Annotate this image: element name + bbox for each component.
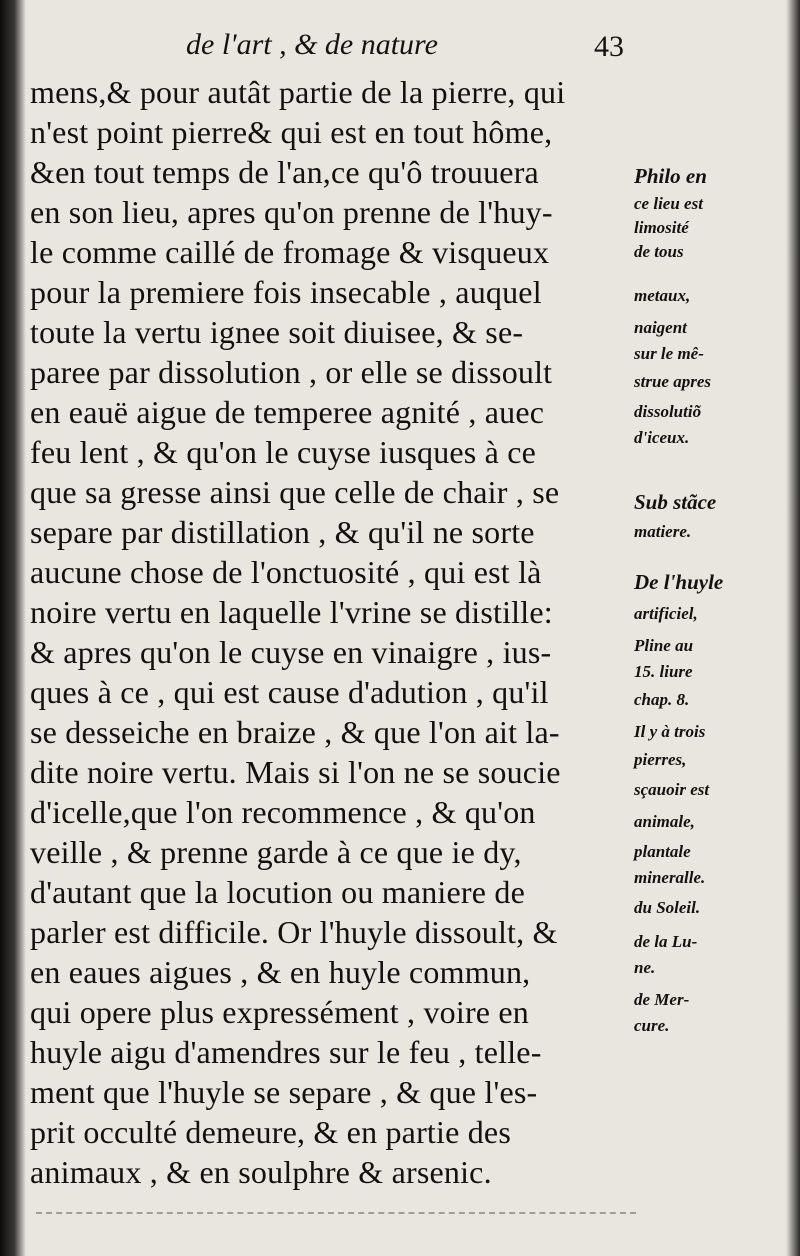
text-line: en eaues aigues , & en huyle commun,: [30, 954, 531, 990]
margin-note-line: d'iceux.: [634, 428, 690, 447]
running-head: de l'art , & de nature: [186, 28, 438, 61]
text-line: & apres qu'on le cuyse en vinaigre , ius-: [30, 634, 552, 670]
margin-note-line: Il y à trois: [634, 722, 706, 741]
margin-note-line: De l'huyle: [634, 570, 724, 594]
margin-note-line: animale,: [634, 812, 695, 831]
margin-note-line: 15. liure: [634, 662, 693, 681]
margin-note-line: Pline au: [634, 636, 694, 655]
text-line: noire vertu en laquelle l'vrine se distille:: [30, 594, 553, 630]
text-line: parler est difficile. Or l'huyle dissoult, &: [30, 914, 558, 950]
text-line: paree par dissolution , or elle se dissoult: [30, 354, 553, 390]
margin-note-line: sur le mê-: [634, 344, 704, 363]
text-line: pour la premiere fois insecable , auquel: [30, 274, 542, 310]
margin-note-line: metaux,: [634, 286, 691, 305]
gutter-shadow: [0, 0, 26, 1256]
margin-note-line: limosité: [634, 218, 689, 237]
text-line: en eauë aigue de temperee agnité , auec: [30, 394, 545, 430]
text-line: n'est point pierre& qui est en tout hôme,: [30, 114, 553, 150]
text-line: mens,& pour autât partie de la pierre, qui: [30, 74, 566, 110]
footer-rule: [36, 1212, 636, 1218]
text-line: aucune chose de l'onctuosité , qui est là: [30, 554, 542, 590]
text-line: ques à ce , qui est cause d'adution , qu'il: [30, 674, 549, 710]
margin-note-line: matiere.: [634, 522, 692, 541]
text-line: animaux , & en soulphre & arsenic.: [30, 1154, 492, 1190]
margin-note-line: du Soleil.: [634, 898, 701, 917]
margin-note-line: plantale: [634, 842, 691, 861]
text-line: veille , & prenne garde à ce que ie dy,: [30, 834, 522, 870]
text-line: d'autant que la locution ou maniere de: [30, 874, 525, 910]
text-line: ment que l'huyle se separe , & que l'es-: [30, 1074, 538, 1110]
margin-note-line: de Mer-: [634, 990, 690, 1009]
margin-note-line: artificiel,: [634, 604, 698, 623]
margin-note-line: dissolutiõ: [634, 402, 702, 421]
text-line: en son lieu, apres qu'on prenne de l'huy-: [30, 194, 553, 230]
body-text: [30, 72, 640, 1192]
margin-note-line: strue apres: [634, 372, 711, 391]
margin-notes: [634, 0, 794, 1256]
margin-note-line: naigent: [634, 318, 687, 337]
text-line: prit occulté demeure, & en partie des: [30, 1114, 511, 1150]
margin-note-line: sçauoir est: [634, 780, 710, 799]
text-line: qui opere plus expressément , voire en: [30, 994, 530, 1030]
margin-note-line: cure.: [634, 1016, 670, 1035]
margin-note-line: pierres,: [634, 750, 687, 769]
margin-note-line: de tous: [634, 242, 684, 261]
text-line: huyle aigu d'amendres sur le feu , telle-: [30, 1034, 542, 1070]
margin-note-line: ne.: [634, 958, 656, 977]
margin-note-line: mineralle.: [634, 868, 706, 887]
margin-note-line: Philo en: [634, 164, 707, 188]
text-line: separe par distillation , & qu'il ne sorte: [30, 514, 535, 550]
page-number: 43: [594, 30, 624, 63]
text-line: dite noire vertu. Mais si l'on ne se soucie: [30, 754, 561, 790]
text-line: que sa gresse ainsi que celle de chair , se: [30, 474, 560, 510]
margin-note-line: ce lieu est: [634, 194, 703, 213]
text-line: toute la vertu ignee soit diuisee, & se-: [30, 314, 524, 350]
text-line: feu lent , & qu'on le cuyse iusques à ce: [30, 434, 537, 470]
text-line: &en tout temps de l'an,ce qu'ô trouuera: [30, 154, 539, 190]
text-line: se desseiche en braize , & que l'on ait la-: [30, 714, 560, 750]
margin-note-line: Sub stãce: [634, 490, 717, 514]
text-line: le comme caillé de fromage & visqueux: [30, 234, 550, 270]
margin-note-line: chap. 8.: [634, 690, 690, 709]
margin-note-line: de la Lu-: [634, 932, 698, 951]
text-line: d'icelle,que l'on recommence , & qu'on: [30, 794, 536, 830]
